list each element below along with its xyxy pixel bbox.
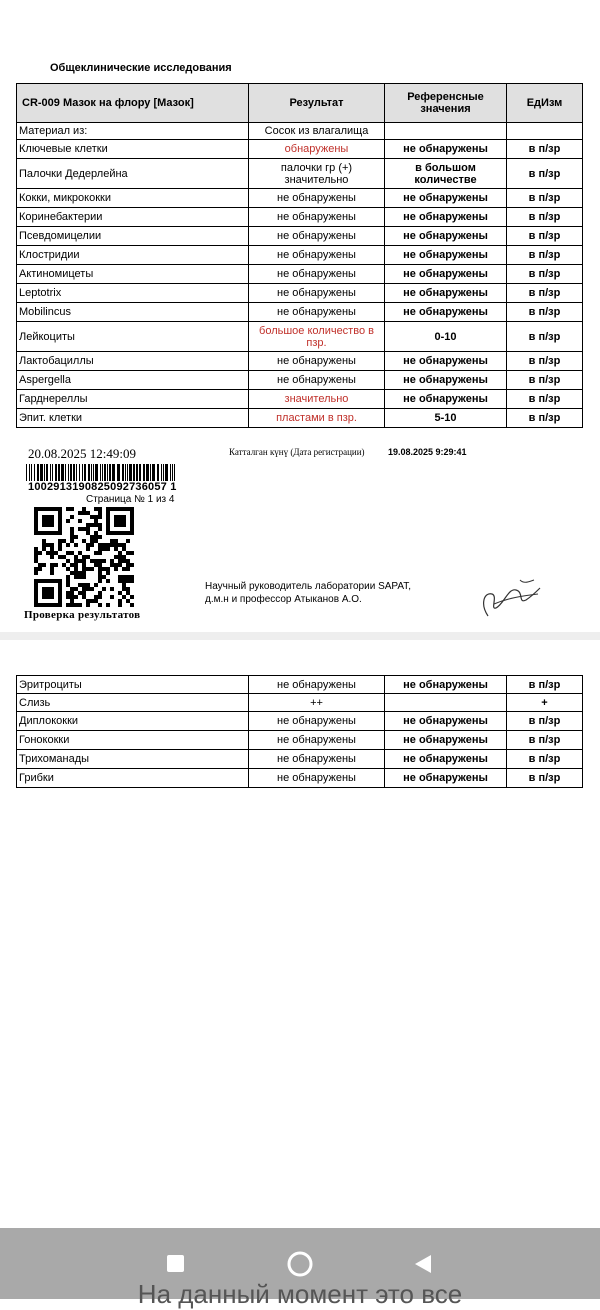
results-table <box>16 83 583 428</box>
director-title: Научный руководитель лаборатории SAPAT, <box>205 581 412 592</box>
table-row <box>17 731 583 750</box>
test-name: Гарднереллы <box>17 390 249 409</box>
result-value: не обнаружены <box>249 303 385 322</box>
director-name: д.м.н и профессор Атыканов А.О. <box>205 594 362 605</box>
test-name: Клостридии <box>17 246 249 265</box>
reference-value: 5-10 <box>385 409 507 428</box>
reference-value <box>385 694 507 712</box>
toast-message: На данный момент это все <box>137 1279 463 1309</box>
result-value: ++ <box>249 694 385 712</box>
reference-value: не обнаружены <box>385 189 507 208</box>
unit-value: в п/зр <box>507 769 583 788</box>
result-value: большое количество в пзр. <box>249 322 385 352</box>
table-row <box>17 390 583 409</box>
table-row <box>17 676 583 694</box>
result-value: обнаружены <box>249 140 385 159</box>
home-circle-icon[interactable] <box>287 1251 313 1277</box>
test-name: Слизь <box>17 694 249 712</box>
header-unit: ЕдИзм <box>507 84 583 123</box>
test-name: Leptotrix <box>17 284 249 303</box>
page-label: Страница № 1 из 4 <box>86 494 175 505</box>
test-name: Материал из: <box>17 123 249 140</box>
reference-value: не обнаружены <box>385 731 507 750</box>
test-name: Псевдомицелии <box>17 227 249 246</box>
unit-value: в п/зр <box>507 731 583 750</box>
test-name: Палочки Дедерлейна <box>17 159 249 189</box>
reference-value: не обнаружены <box>385 246 507 265</box>
reference-value: в большом количестве <box>385 159 507 189</box>
reference-value: не обнаружены <box>385 227 507 246</box>
table-row <box>17 140 583 159</box>
result-value: не обнаружены <box>249 676 385 694</box>
reference-value: не обнаружены <box>385 750 507 769</box>
result-value: не обнаружены <box>249 731 385 750</box>
result-value: не обнаружены <box>249 189 385 208</box>
signature <box>474 574 544 620</box>
qr-code[interactable] <box>34 507 134 607</box>
result-value: пластами в пзр. <box>249 409 385 428</box>
table-row <box>17 322 583 352</box>
table-row <box>17 123 583 140</box>
unit-value: в п/зр <box>507 352 583 371</box>
reference-value: не обнаружены <box>385 371 507 390</box>
recents-square-icon[interactable] <box>167 1255 184 1272</box>
unit-value: в п/зр <box>507 265 583 284</box>
result-value: не обнаружены <box>249 227 385 246</box>
table-row <box>17 159 583 189</box>
header-test: CR-009 Мазок на флору [Мазок] <box>17 84 249 123</box>
result-value: не обнаружены <box>249 265 385 284</box>
results-table-continued <box>16 675 583 788</box>
reference-value: не обнаружены <box>385 390 507 409</box>
unit-value: в п/зр <box>507 189 583 208</box>
reference-value: 0-10 <box>385 322 507 352</box>
unit-value: в п/зр <box>507 322 583 352</box>
unit-value: в п/зр <box>507 371 583 390</box>
table-row <box>17 371 583 390</box>
unit-value: в п/зр <box>507 284 583 303</box>
reference-value: не обнаружены <box>385 208 507 227</box>
table-row <box>17 409 583 428</box>
reference-value: не обнаружены <box>385 284 507 303</box>
test-name: Эритроциты <box>17 676 249 694</box>
test-name: Aspergella <box>17 371 249 390</box>
reference-value: не обнаружены <box>385 303 507 322</box>
table-row <box>17 303 583 322</box>
unit-value: в п/зр <box>507 390 583 409</box>
result-value: не обнаружены <box>249 750 385 769</box>
test-name: Эпит. клетки <box>17 409 249 428</box>
reference-value <box>385 123 507 140</box>
test-name: Mobilincus <box>17 303 249 322</box>
result-value: не обнаружены <box>249 284 385 303</box>
print-date: 20.08.2025 12:49:09 <box>28 446 136 461</box>
page-separator <box>0 632 600 640</box>
result-value: не обнаружены <box>249 769 385 788</box>
reference-value: не обнаружены <box>385 769 507 788</box>
test-name: Гонококки <box>17 731 249 750</box>
result-value: значительно <box>249 390 385 409</box>
registration-label: Катталган күнү (Дата регистрации) <box>229 447 365 457</box>
unit-value: в п/зр <box>507 208 583 227</box>
unit-value: в п/зр <box>507 140 583 159</box>
unit-value: в п/зр <box>507 303 583 322</box>
unit-value: в п/зр <box>507 676 583 694</box>
reference-value: не обнаружены <box>385 352 507 371</box>
director-signature-block <box>205 580 411 606</box>
back-triangle-icon[interactable] <box>413 1253 433 1275</box>
result-value: не обнаружены <box>249 371 385 390</box>
reference-value: не обнаружены <box>385 265 507 284</box>
test-name: Грибки <box>17 769 249 788</box>
unit-value: в п/зр <box>507 712 583 731</box>
table-row <box>17 284 583 303</box>
result-value: не обнаружены <box>249 352 385 371</box>
barcode-number: 1002913190825092736057 1 <box>28 481 177 493</box>
unit-value <box>507 123 583 140</box>
barcode <box>26 464 178 481</box>
reference-value: не обнаружены <box>385 712 507 731</box>
header-reference: Референсные значения <box>385 84 507 123</box>
result-value: не обнаружены <box>249 208 385 227</box>
test-name: Кокки, микрококки <box>17 189 249 208</box>
header-result: Результат <box>249 84 385 123</box>
table-row <box>17 750 583 769</box>
table-row <box>17 769 583 788</box>
result-value: палочки гр (+) значительно <box>249 159 385 189</box>
table-row <box>17 694 583 712</box>
unit-value: в п/зр <box>507 159 583 189</box>
test-name: Актиномицеты <box>17 265 249 284</box>
test-name: Лактобациллы <box>17 352 249 371</box>
table-row <box>17 265 583 284</box>
result-value: не обнаружены <box>249 246 385 265</box>
reference-value: не обнаружены <box>385 676 507 694</box>
result-value: не обнаружены <box>249 712 385 731</box>
unit-value: в п/зр <box>507 750 583 769</box>
table-row <box>17 189 583 208</box>
unit-value: в п/зр <box>507 246 583 265</box>
verify-results-label: Проверка результатов <box>24 609 141 621</box>
unit-value: + <box>507 694 583 712</box>
reference-value: не обнаружены <box>385 140 507 159</box>
section-title: Общеклинические исследования <box>50 62 232 74</box>
test-name: Коринебактерии <box>17 208 249 227</box>
table-row <box>17 712 583 731</box>
unit-value: в п/зр <box>507 409 583 428</box>
test-name: Ключевые клетки <box>17 140 249 159</box>
unit-value: в п/зр <box>507 227 583 246</box>
table-row <box>17 208 583 227</box>
table-row <box>17 246 583 265</box>
table-row <box>17 227 583 246</box>
test-name: Трихоманады <box>17 750 249 769</box>
table-row <box>17 352 583 371</box>
test-name: Диплококки <box>17 712 249 731</box>
result-value: Сосок из влагалища <box>249 123 385 140</box>
test-name: Лейкоциты <box>17 322 249 352</box>
registration-date: 19.08.2025 9:29:41 <box>388 447 467 457</box>
